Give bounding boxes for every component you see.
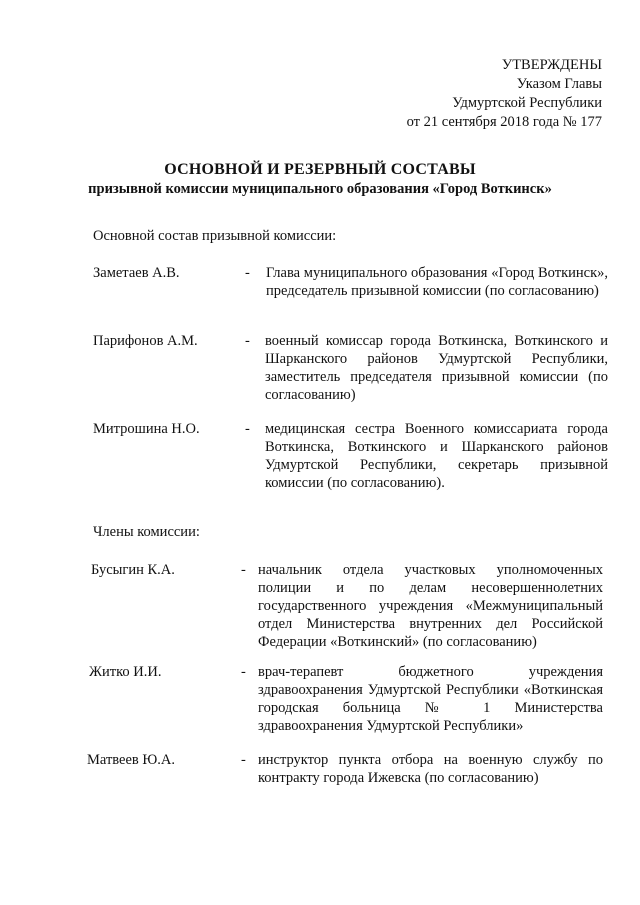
- title-main: ОСНОВНОЙ И РЕЗЕРВНЫЙ СОСТАВЫ: [164, 161, 476, 178]
- member-busygin: [91, 561, 608, 657]
- member-matveev: [87, 751, 608, 795]
- approval-line-3: Удмуртской Республики: [452, 95, 602, 111]
- member-dash: -: [245, 265, 250, 281]
- member-zhitko: [89, 663, 608, 743]
- member-dash: -: [241, 664, 246, 680]
- member-role: врач-терапевт бюджетного учреждения здравоохранения Удмуртской Республики «Воткинская городская больница № 1 Министерства здравоохранения Удмуртской Республики»: [258, 664, 603, 734]
- member-role: Глава муниципального образования «Город Воткинск», председатель призывной комиссии (по согласованию): [266, 265, 608, 299]
- document-title: [0, 160, 640, 198]
- member-dash: -: [241, 752, 246, 768]
- member-role: медицинская сестра Военного комиссариата города Воткинска, Воткинского и Шарканского районов Удмуртской Республики, секретарь призывной комиссии (по согласованию).: [265, 421, 608, 491]
- member-name: Матвеев Ю.А.: [87, 752, 176, 768]
- members-section-heading: Члены комиссии:: [93, 524, 200, 540]
- member-zametaev: [93, 264, 608, 324]
- approval-stamp: [407, 56, 602, 132]
- member-dash: -: [245, 421, 250, 437]
- member-role: начальник отдела участковых уполномоченных полиции и по делам несовершеннолетних государственного учреждения «Межмуниципальный отдел Министерства внутренних дел Российской Федерации «Воткинский» (по согласованию): [258, 562, 603, 650]
- member-role: военный комиссар города Воткинска, Воткинского и Шарканского районов Удмуртской Республики, заместитель председателя призывной комиссии (по согласованию): [265, 333, 608, 403]
- approval-line-4: от 21 сентября 2018 года № 177: [406, 114, 602, 130]
- approval-line-1: УТВЕРЖДЕНЫ: [501, 57, 602, 73]
- main-section-heading: Основной состав призывной комиссии:: [93, 228, 337, 244]
- member-name: Бусыгин К.А.: [91, 562, 175, 578]
- member-name: Митрошина Н.О.: [93, 421, 200, 437]
- approval-line-2: Указом Главы: [516, 76, 602, 92]
- title-sub: призывной комиссии муниципального образования «Город Воткинск»: [88, 181, 552, 197]
- member-role: инструктор пункта отбора на военную службу по контракту города Ижевска (по согласованию): [258, 752, 603, 786]
- member-dash: -: [241, 562, 246, 578]
- member-name: Житко И.И.: [89, 664, 162, 680]
- member-parifonov: [93, 332, 608, 412]
- member-dash: -: [245, 333, 250, 349]
- member-name: Парифонов А.М.: [93, 333, 198, 349]
- member-name: Заметаев А.В.: [93, 265, 180, 281]
- member-mitroshina: [93, 420, 608, 500]
